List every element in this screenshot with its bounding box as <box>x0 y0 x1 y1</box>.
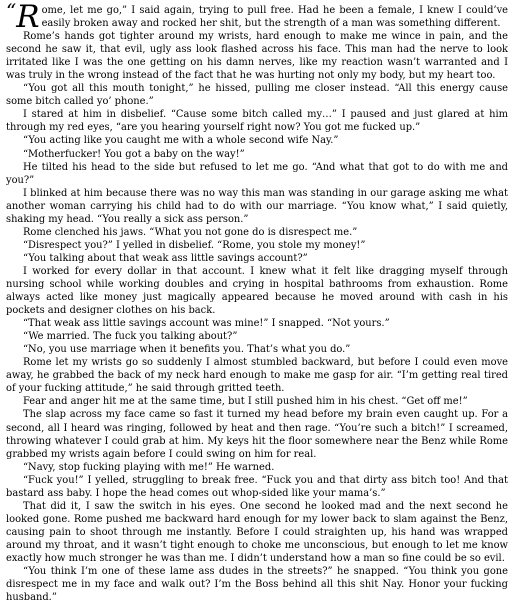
drop-cap <box>6 0 40 35</box>
paragraph: “You talking about that weak ass little savings account?” <box>23 252 308 264</box>
paragraph: “Fuck you!” I yelled, struggling to break free. “Fuck you and that dirty ass bitch too! And that bastard ass baby. I hope the head comes out whop-sided like your mama’s.” <box>6 474 508 499</box>
paragraph: “You acting like you caught me with a whole second wife Nay.” <box>23 135 339 147</box>
paragraph: Rome’s hands got tighter around my wrists, hard enough to make me wince in pain, and the second he saw it, that evil, ugly ass look flashed across his face. This man had the nerve to look irritated like I was the one getting on his damn nerves, like my reaction wasn’t warranted and I was truly in the wrong instead of the fact that he was hurting not only my body, but my heart too. <box>6 31 508 82</box>
paragraph: I stared at him in disbelief. “Cause some bitch called my…” I paused and just glared at him through my red eyes, “are you hearing yourself right now? You got me fucked up.” <box>6 109 508 134</box>
paragraph: “You got all this mouth tonight,” he hissed, pulling me closer instead. “All this energy cause some bitch called yo’ phone.” <box>6 83 508 108</box>
paragraph: I blinked at him because there was no way this man was standing in our garage asking me what another woman carrying his child had to do with our marriage. “You know what,” I said quietly, shaking my head. “You really a sick ass person.” <box>6 187 508 225</box>
paragraph: He tilted his head to the side but refused to let me go. “And what that got to do with me and you?” <box>6 161 508 186</box>
paragraph: “Motherfucker! You got a baby on the way!” <box>23 148 245 160</box>
opening-paragraph-text: ome, let me go,” I said again, trying to pull free. Had he been a female, I knew I could’ve easily broken away and rocked her shit, but the strength of a man was something different. <box>41 5 508 30</box>
paragraph: “No, you use marriage when it benefits you. That’s what you do.” <box>23 344 351 356</box>
drop-cap-open-quote: “ <box>6 0 17 23</box>
paragraph: “You think I’m one of these lame ass dudes in the streets?” he snapped. “You think you gone disrespect me in my face and walk out? I’m the Boss behind all this shit Nay. Honor your fucking husband.” <box>6 566 508 604</box>
paragraph: Fear and anger hit me at the same time, but I still pushed him in his chest. “Get off me!” <box>23 396 468 408</box>
paragraph: I worked for every dollar in that account. I knew what it felt like dragging myself through nursing school while working doubles and crying in hospital bathrooms from exhaustion. Rome always acted like money just magically appeared because he moved around with cash in his pockets and designer clothes on his back. <box>6 265 508 317</box>
paragraph: Rome clenched his jaws. “What you not gone do is disrespect me.” <box>23 226 358 238</box>
drop-cap-letter: R <box>16 0 40 35</box>
paragraph: That did it, I saw the switch in his eyes. One second he looked mad and the next second he looked gone. Rome pushed me backward hard enough for my lower back to slam against the Benz, causing pain to shoot through me instantly. Before I could straighten up, his hand was wrapped around my throat, and it wasn’t tight enough to choke me unconscious, but enough to let me know exactly how much stronger he was than me. I didn’t understand how a man so fine could be so evil. <box>6 500 508 564</box>
opening-paragraph <box>6 0 508 35</box>
paragraph: “That weak ass little savings account was mine!” I snapped. “Not yours.” <box>23 318 390 330</box>
book-page <box>6 0 508 604</box>
paragraph: “Disrespect you?” I yelled in disbelief. “Rome, you stole my money!” <box>23 239 366 251</box>
paragraph: The slap across my face came so fast it turned my head before my brain even caught up. For a second, all I heard was ringing, followed by heat and then rage. “You’re such a bitch!” I screamed, throwing whatever I could grab at him. My keys hit the floor somewhere near the Benz while Rome grabbed my wrists again before I could swing on him for real. <box>6 409 508 460</box>
paragraph: “We married. The fuck you talking about?” <box>23 331 238 343</box>
paragraph: Rome let my wrists go so suddenly I almost stumbled backward, but before I could even move away, he grabbed the back of my neck hard enough to make me gasp for air. “I’m getting real tired of your fucking attitude,” he said through gritted teeth. <box>6 357 508 395</box>
paragraph: “Navy, stop fucking playing with me!” He warned. <box>23 461 275 473</box>
